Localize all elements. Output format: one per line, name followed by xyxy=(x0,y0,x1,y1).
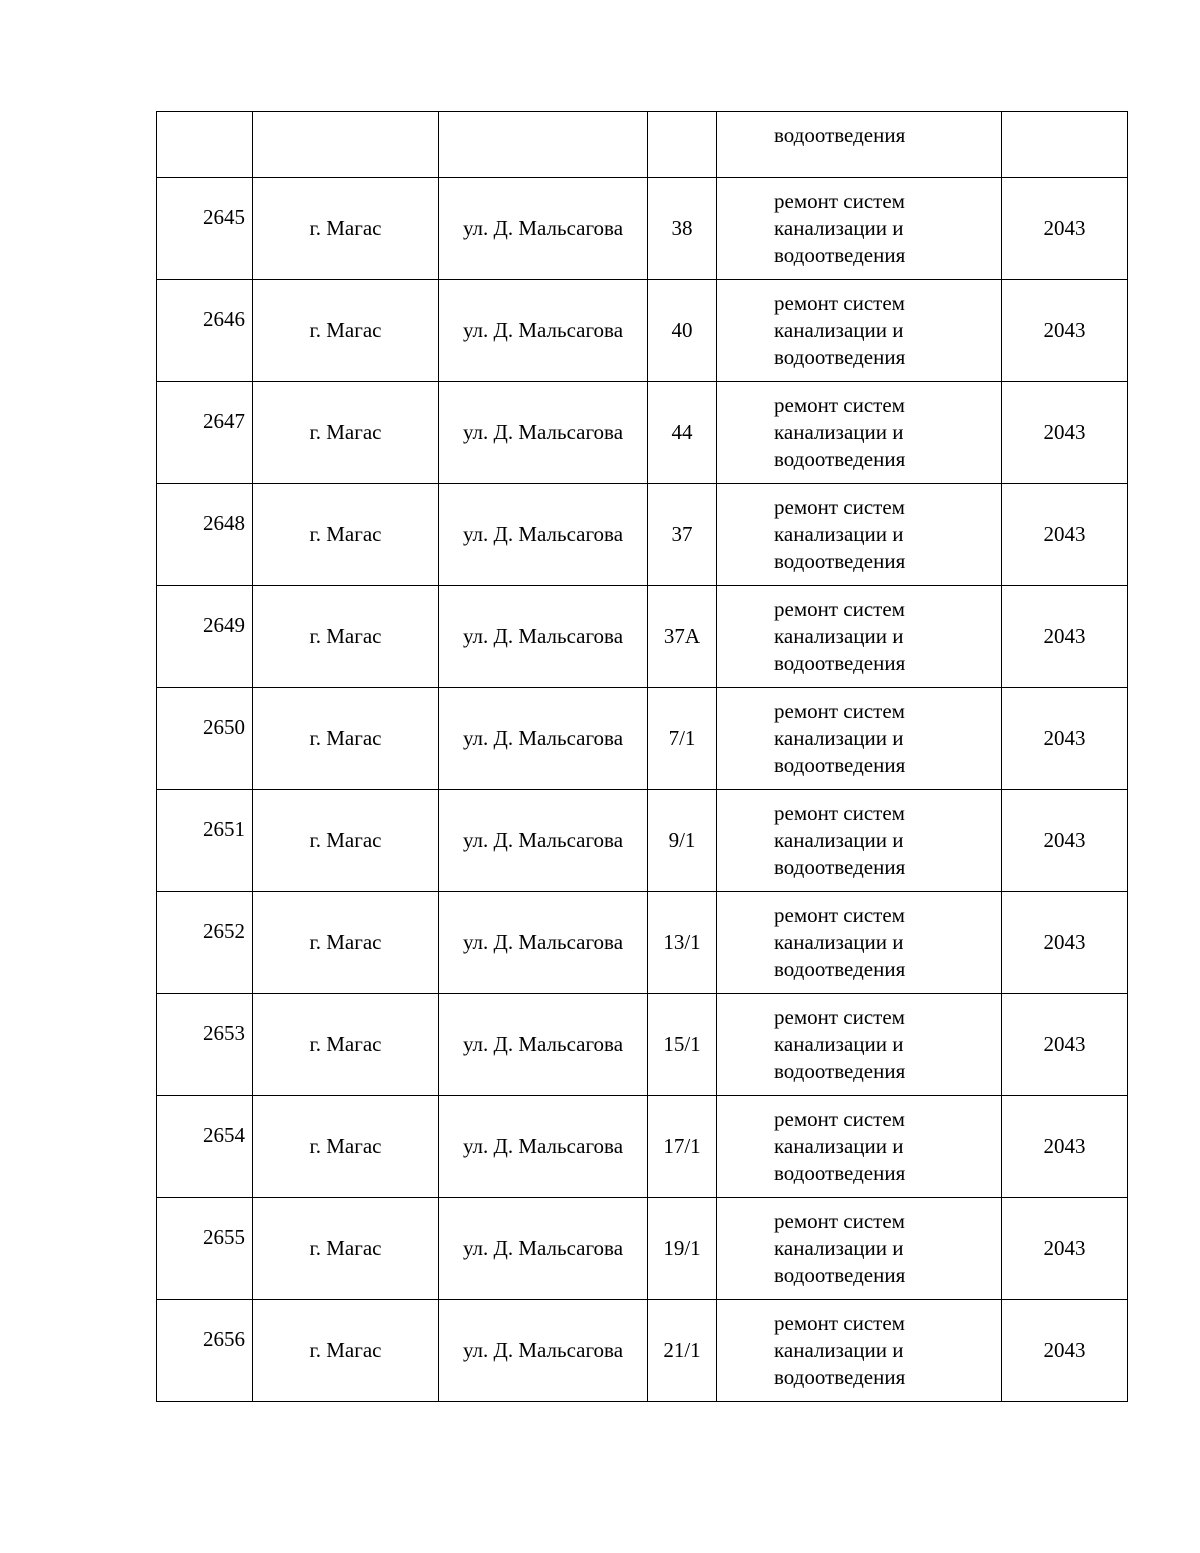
work-text: ремонт систем канализации и водоотведения xyxy=(774,393,906,471)
year-cell: 2043 xyxy=(1002,1096,1128,1198)
num-cell xyxy=(157,892,253,994)
street-cell: ул. Д. Мальсагова xyxy=(439,382,648,484)
street-cell: ул. Д. Мальсагова xyxy=(439,178,648,280)
year-cell: 2043 xyxy=(1002,178,1128,280)
num-text: 2650 xyxy=(203,715,245,739)
num-text: 2649 xyxy=(203,613,245,637)
city-cell: г. Магас xyxy=(253,892,439,994)
city-cell: г. Магас xyxy=(253,994,439,1096)
num-cell xyxy=(157,1096,253,1198)
num-text: 2655 xyxy=(203,1225,245,1249)
num-cell xyxy=(157,1300,253,1402)
work-text: ремонт систем канализации и водоотведения xyxy=(774,699,906,777)
work-text: ремонт систем канализации и водоотведения xyxy=(774,903,906,981)
year-cell: 2043 xyxy=(1002,892,1128,994)
year-cell: 2043 xyxy=(1002,688,1128,790)
street-cell: ул. Д. Мальсагова xyxy=(439,484,648,586)
num-text: 2645 xyxy=(203,205,245,229)
city-cell: г. Магас xyxy=(253,1300,439,1402)
year-cell: 2043 xyxy=(1002,382,1128,484)
table-row xyxy=(157,892,1128,994)
house-cell xyxy=(648,112,717,178)
house-cell: 13/1 xyxy=(648,892,717,994)
work-cell xyxy=(717,112,1002,178)
work-cell xyxy=(717,1300,1002,1402)
street-cell: ул. Д. Мальсагова xyxy=(439,1300,648,1402)
table-row xyxy=(157,1198,1128,1300)
continued-row xyxy=(157,112,1128,178)
work-text: ремонт систем канализации и водоотведения xyxy=(774,1107,906,1185)
work-cell xyxy=(717,382,1002,484)
table-row xyxy=(157,178,1128,280)
city-cell: г. Магас xyxy=(253,382,439,484)
work-cell xyxy=(717,178,1002,280)
house-cell: 44 xyxy=(648,382,717,484)
work-cell xyxy=(717,790,1002,892)
city-cell xyxy=(253,112,439,178)
house-cell: 21/1 xyxy=(648,1300,717,1402)
num-cell xyxy=(157,178,253,280)
num-cell xyxy=(157,1198,253,1300)
city-cell: г. Магас xyxy=(253,790,439,892)
table-row xyxy=(157,790,1128,892)
table-row xyxy=(157,1300,1128,1402)
table-row xyxy=(157,994,1128,1096)
city-cell: г. Магас xyxy=(253,484,439,586)
num-cell xyxy=(157,994,253,1096)
work-text: ремонт систем канализации и водоотведения xyxy=(774,1209,906,1287)
num-text: 2648 xyxy=(203,511,245,535)
work-cell xyxy=(717,994,1002,1096)
num-text: 2651 xyxy=(203,817,245,841)
table-body xyxy=(157,112,1128,1402)
work-text: водоотведения xyxy=(774,123,906,147)
num-cell xyxy=(157,382,253,484)
street-cell: ул. Д. Мальсагова xyxy=(439,1198,648,1300)
num-cell xyxy=(157,586,253,688)
year-cell: 2043 xyxy=(1002,790,1128,892)
table-row xyxy=(157,484,1128,586)
num-cell xyxy=(157,484,253,586)
year-cell: 2043 xyxy=(1002,280,1128,382)
street-cell: ул. Д. Мальсагова xyxy=(439,994,648,1096)
num-text: 2656 xyxy=(203,1327,245,1351)
house-cell: 37 xyxy=(648,484,717,586)
num-text: 2653 xyxy=(203,1021,245,1045)
house-cell: 37А xyxy=(648,586,717,688)
work-text: ремонт систем канализации и водоотведения xyxy=(774,495,906,573)
work-text: ремонт систем канализации и водоотведения xyxy=(774,189,906,267)
work-cell xyxy=(717,688,1002,790)
street-cell: ул. Д. Мальсагова xyxy=(439,586,648,688)
house-cell: 15/1 xyxy=(648,994,717,1096)
table-row xyxy=(157,382,1128,484)
street-cell xyxy=(439,112,648,178)
table-row xyxy=(157,688,1128,790)
city-cell: г. Магас xyxy=(253,280,439,382)
work-cell xyxy=(717,280,1002,382)
work-text: ремонт систем канализации и водоотведения xyxy=(774,1005,906,1083)
house-cell: 9/1 xyxy=(648,790,717,892)
street-cell: ул. Д. Мальсагова xyxy=(439,688,648,790)
street-cell: ул. Д. Мальсагова xyxy=(439,790,648,892)
table-row xyxy=(157,586,1128,688)
work-cell xyxy=(717,892,1002,994)
street-cell: ул. Д. Мальсагова xyxy=(439,892,648,994)
num-text: 2654 xyxy=(203,1123,245,1147)
repair-schedule-table xyxy=(156,111,1128,1402)
table-row xyxy=(157,280,1128,382)
street-cell: ул. Д. Мальсагова xyxy=(439,1096,648,1198)
house-cell: 38 xyxy=(648,178,717,280)
num-cell xyxy=(157,790,253,892)
city-cell: г. Магас xyxy=(253,586,439,688)
street-cell: ул. Д. Мальсагова xyxy=(439,280,648,382)
year-cell: 2043 xyxy=(1002,586,1128,688)
city-cell: г. Магас xyxy=(253,178,439,280)
num-cell xyxy=(157,112,253,178)
city-cell: г. Магас xyxy=(253,688,439,790)
house-cell: 7/1 xyxy=(648,688,717,790)
table-row xyxy=(157,1096,1128,1198)
work-text: ремонт систем канализации и водоотведения xyxy=(774,1311,906,1389)
num-text: 2646 xyxy=(203,307,245,331)
city-cell: г. Магас xyxy=(253,1198,439,1300)
city-cell: г. Магас xyxy=(253,1096,439,1198)
num-text: 2652 xyxy=(203,919,245,943)
year-cell: 2043 xyxy=(1002,994,1128,1096)
work-text: ремонт систем канализации и водоотведения xyxy=(774,291,906,369)
year-cell: 2043 xyxy=(1002,1300,1128,1402)
work-cell xyxy=(717,1096,1002,1198)
year-cell: 2043 xyxy=(1002,484,1128,586)
work-cell xyxy=(717,1198,1002,1300)
num-text: 2647 xyxy=(203,409,245,433)
work-text: ремонт систем канализации и водоотведения xyxy=(774,597,906,675)
house-cell: 17/1 xyxy=(648,1096,717,1198)
year-cell: 2043 xyxy=(1002,1198,1128,1300)
house-cell: 19/1 xyxy=(648,1198,717,1300)
work-cell xyxy=(717,484,1002,586)
num-cell xyxy=(157,280,253,382)
work-cell xyxy=(717,586,1002,688)
year-cell xyxy=(1002,112,1128,178)
num-cell xyxy=(157,688,253,790)
work-text: ремонт систем канализации и водоотведения xyxy=(774,801,906,879)
house-cell: 40 xyxy=(648,280,717,382)
